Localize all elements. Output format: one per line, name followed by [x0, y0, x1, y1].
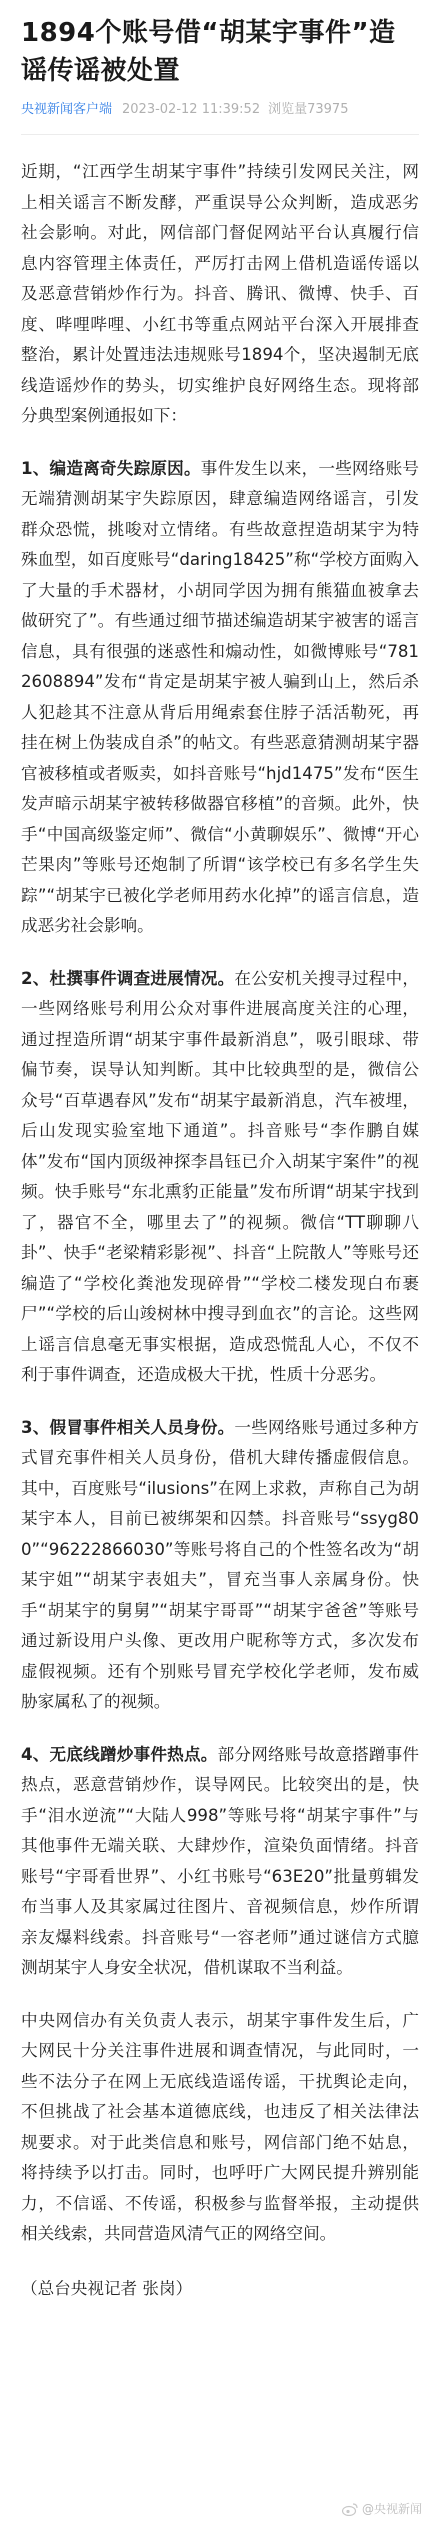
section-body-3: 一些网络账号通过多种方式冒充事件相关人员身份，借机大肆传播虚假信息。其中，百度账号“ilusions”在网上求救，声称自己为胡某宇本人，目前已被绑架和囚禁。抖音账号“ssyg800”“96222866030”等账号将自己的个性签名改为“胡某宇姐”“胡某宇表姐夫”，冒充当事人亲属身份。快手“胡某宇的舅舅”“胡某宇哥哥”“胡某宇爸爸”等账号通过新设用户头像、更改用户昵称等方式，多次发布虚假视频。还有个别账号冒充学校化学老师，发布威胁家属私了的视频。 — [21, 1417, 420, 1711]
views-label: 浏览量 — [268, 102, 308, 117]
source-link[interactable]: 央视新闻客户端 — [21, 102, 113, 117]
conclusion-paragraph: 中央网信办有关负责人表示，胡某宇事件发生后，广大网民十分关注事件进展和调查情况，与此同时，一些不法分子在网上无底线造谣传谣，干扰舆论走向，不但挑战了社会基本道德底线，也违反了相关法律法规要求。对于此类信息和账号，网信部门绝不姑息，将持续予以打击。同时，也呼吁广大网民提升辨别能力，不信谣、不传谣，积极参与监督举报，主动提供相关线索，共同营造风清气正的网络空间。 — [21, 2010, 419, 2243]
section-heading-4: 4、无底线蹭炒事件热点。 — [21, 1744, 218, 1764]
section-body-1: 事件发生以来，一些网络账号无端猜测胡某宇失踪原因，肆意编造网络谣言，引发群众恐慌，挑唆对立情绪。有些故意捏造胡某宇为特殊血型，如百度账号“daring18425”称“学校方面购入了大量的手术器材，小胡同学因为拥有熊猫血被拿去做研究了”。有些通过细节描述编造胡某宇被害的谣言信息，具有很强的迷惑性和煽动性，如微博账号“7812608894”发布“肯定是胡某宇被人骗到山上，然后杀人犯趁其不注意从背后用绳索套住脖子活活勒死，再挂在树上伪装成自杀”的帖文。有些恶意猜测胡某宇器官被移植或者贩卖，如抖音账号“hjd1475”发布“医生发声暗示胡某宇被转移做器官移植”的音频。此外，快手“中国高级鉴定师”、微信“小黄聊娱乐”、微博“开心芒果肉”等账号还炮制了所谓“该学校已有多名学生失踪”“胡某宇已被化学老师用药水化掉”的谣言信息，造成恶劣社会影响。 — [21, 458, 420, 935]
section-paragraph-1 — [21, 454, 419, 942]
section-paragraph-2 — [21, 964, 419, 1391]
watermark-text: @央视新闻 — [361, 2502, 422, 2516]
section-heading-2: 2、杜撰事件调查进展情况。 — [21, 968, 235, 988]
article-title: 1894个账号借“胡某宇事件”造谣传谣被处置 — [21, 18, 396, 86]
section-heading-3: 3、假冒事件相关人员身份。 — [21, 1417, 235, 1437]
section-body-4: 部分网络账号故意搭蹭事件热点，恶意营销炒作，误导网民。比较突出的是，快手“泪水逆流”“大陆人998”等账号将“胡某宇事件”与其他事件无端关联、大肆炒作，渲染负面情绪。抖音账号“宇哥看世界”、小红书账号“63E20”批量剪辑发布当事人及其家属过往图片、音视频信息，炒作所谓亲友爆料线索。抖音账号“一容老师”通过谜信方式臆测胡某宇人身安全状况，借机谋取不当利益。 — [21, 1744, 420, 1977]
intro-paragraph: 近期，“江西学生胡某宇事件”持续引发网民关注，网上相关谣言不断发酵，严重误导公众判断，造成恶劣社会影响。对此，网信部门督促网站平台认真履行信息内容管理主体责任，严厉打击网上借机造谣传谣以及恶意营销炒作行为。抖音、腾讯、微博、快手、百度、哔哩哔哩、小红书等重点网站平台深入开展排查整治，累计处置违法违规账号1894个，坚决遏制无底线造谣炒作的势头，切实维护良好网络生态。现将部分典型案例通报如下： — [21, 162, 419, 425]
article-meta — [21, 100, 419, 120]
section-paragraph-4 — [21, 1740, 419, 1984]
section-heading-1: 1、编造离奇失踪原因。 — [21, 458, 201, 478]
weibo-logo-icon — [342, 2502, 358, 2516]
reporter-byline: （总台央视记者 张岗） — [21, 2278, 193, 2298]
weibo-watermark — [342, 2500, 422, 2517]
meta-divider — [21, 134, 419, 135]
publish-date: 2023-02-12 11:39:52 — [122, 102, 261, 117]
views-count: 73975 — [307, 102, 349, 117]
section-paragraph-3 — [21, 1413, 419, 1718]
section-body-2: 在公安机关搜寻过程中，一些网络账号利用公众对事件进展高度关注的心理，通过捏造所谓“胡某宇事件最新消息”，吸引眼球、带偏节奏，误导认知判断。其中比较典型的是，微信公众号“百草遇春风”发布“胡某宇最新消息，汽车被埋，后山发现实验室地下通道”。抖音账号“李作鹏自媒体”发布“国内顶级神探李昌钰已介入胡某宇案件”的视频。快手账号“东北熏豹正能量”发布所谓“胡某宇找到了，器官不全，哪里去了”的视频。微信“TT聊聊八卦”、快手“老梁精彩影视”、抖音“上院散人”等账号还编造了“学校化粪池发现碎骨”“学校二楼发现白布裹尸”“学校的后山竣树林中搜寻到血衣”的言论。这些网上谣言信息毫无事实根据，造成恐慌乱人心，不仅不利于事件调查，还造成极大干扰，性质十分恶劣。 — [21, 968, 420, 1384]
